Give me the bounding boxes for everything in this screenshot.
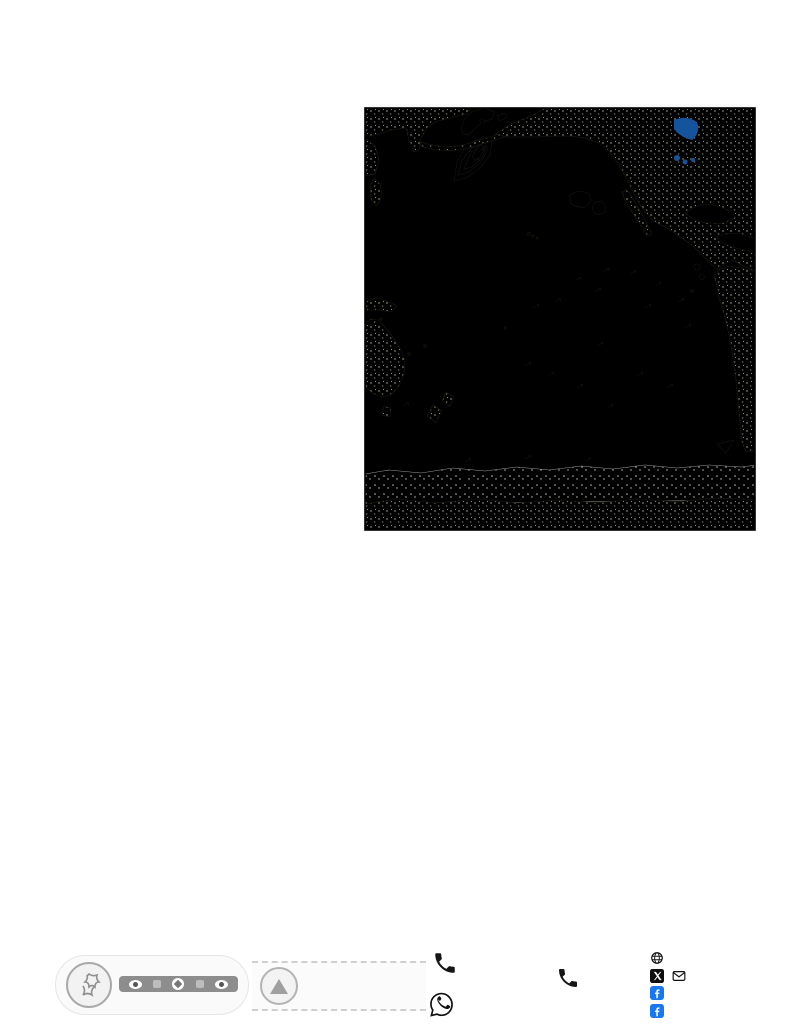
phone-icon <box>432 950 458 976</box>
x-twitter-icon <box>650 969 664 983</box>
whatsapp-icon <box>428 991 455 1018</box>
bomberos-contact <box>556 966 588 990</box>
acapulco-crest-icon <box>66 962 112 1008</box>
left-column <box>40 76 338 84</box>
brand-eye-icon <box>129 980 142 989</box>
acapulco-brand-graphic <box>119 976 238 992</box>
tasmania <box>382 406 391 417</box>
footer <box>0 950 791 1024</box>
facebook-icon <box>650 1004 664 1018</box>
globe-icon <box>650 951 664 965</box>
cgpcyb-logo-stamp <box>252 961 426 1011</box>
facebook-icon <box>650 986 664 1000</box>
phone-icon <box>556 966 580 990</box>
cgpcyb-emblem-icon <box>260 967 298 1005</box>
email-icon <box>672 969 686 983</box>
galapagos <box>691 290 694 293</box>
antarctica <box>365 498 757 532</box>
brand-eye-icon <box>215 980 228 989</box>
hawaii <box>528 233 531 236</box>
brand-star-icon <box>172 978 184 990</box>
proteccion-civil-contact <box>432 950 466 976</box>
acapulco-logo-stamp <box>55 955 249 1015</box>
brand-square-icon <box>196 980 204 988</box>
whatsapp-contact <box>428 991 464 1018</box>
social-links <box>650 951 790 1021</box>
wave-period-forecast-map <box>345 76 791 558</box>
brand-square-icon <box>153 980 161 988</box>
